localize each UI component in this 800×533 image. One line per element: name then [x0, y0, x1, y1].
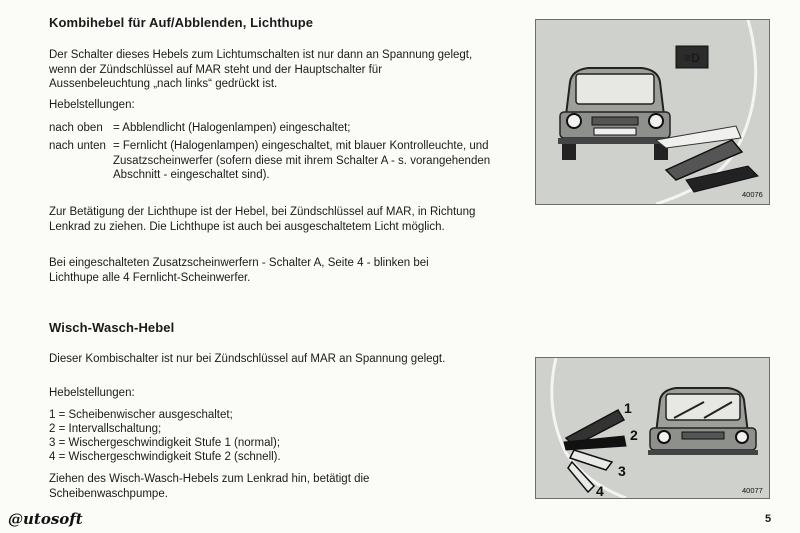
- position-up-label: nach oben: [49, 122, 103, 134]
- paragraph-auxiliary: Bei eingeschalteten Zusatzscheinwerfern - Schalter A, Seite 4 - blinken bei Lichthupe alle 4 Fernlicht-Scheinwerfer.: [49, 257, 429, 284]
- figure-number: 40077: [742, 486, 763, 495]
- position-down-text: = Fernlicht (Halogenlampen) eingeschaltet, mit blauer Kontrolleuchte, und Zusatzscheinwerfer (sofern diese mit ihrem Schalter A - s. vorangehenden Abschnitt - eingeschaltet sind).: [113, 140, 491, 181]
- paragraph-flasher: Zur Betätigung der Lichthupe ist der Hebel, bei Zündschlüssel auf MAR, in Richtung Lenkrad zu ziehen. Die Lichthupe ist auch bei ausgeschaltetem Licht möglich.: [49, 206, 476, 233]
- section-heading-light-lever: Kombihebel für Auf/Abblenden, Lichthupe: [49, 15, 314, 30]
- car-front-illustration: [536, 20, 769, 204]
- page-number: 5: [765, 513, 772, 525]
- autosoft-logo: @utosoft: [8, 510, 83, 528]
- position-label-3: 3: [618, 463, 626, 479]
- position-label-2: 2: [630, 427, 638, 443]
- figure-number: 40076: [742, 190, 763, 199]
- paragraph-wiper-intro: Dieser Kombischalter ist nur bei Zündschlüssel auf MAR an Spannung gelegt.: [49, 353, 446, 365]
- section-heading-wiper-lever: Wisch-Wasch-Hebel: [49, 320, 175, 335]
- list-item: 3 = Wischergeschwindigkeit Stufe 1 (normal);: [49, 437, 281, 449]
- figure-wiper-lever: [535, 357, 770, 499]
- wiper-positions-title: Hebelstellungen:: [49, 387, 135, 399]
- position-label-4: 4: [596, 483, 604, 498]
- wiper-lever-illustration: [536, 358, 769, 498]
- list-item: 4 = Wischergeschwindigkeit Stufe 2 (schnell).: [49, 451, 281, 463]
- list-item: 1 = Scheibenwischer ausgeschaltet;: [49, 409, 233, 421]
- position-down-label: nach unten: [49, 140, 106, 152]
- figure-light-lever: [535, 19, 770, 205]
- list-item: 2 = Intervallschaltung;: [49, 423, 162, 435]
- paragraph-washer: Ziehen des Wisch-Wasch-Hebels zum Lenkrad hin, betätigt die Scheibenwaschpumpe.: [49, 473, 370, 500]
- paragraph-intro: Der Schalter dieses Hebels zum Lichtumschalten ist nur dann an Spannung gelegt, wenn der Zündschlüssel auf MAR steht und der Hauptschalter für Aussenbeleuchtung „nach links“ gedrückt ist.: [49, 49, 473, 90]
- position-up-text: = Abblendlicht (Halogenlampen) eingeschaltet;: [113, 122, 351, 134]
- position-label-1: 1: [624, 400, 632, 416]
- headlight-indicator-icon: ≡D: [684, 51, 700, 65]
- positions-title: Hebelstellungen:: [49, 99, 135, 111]
